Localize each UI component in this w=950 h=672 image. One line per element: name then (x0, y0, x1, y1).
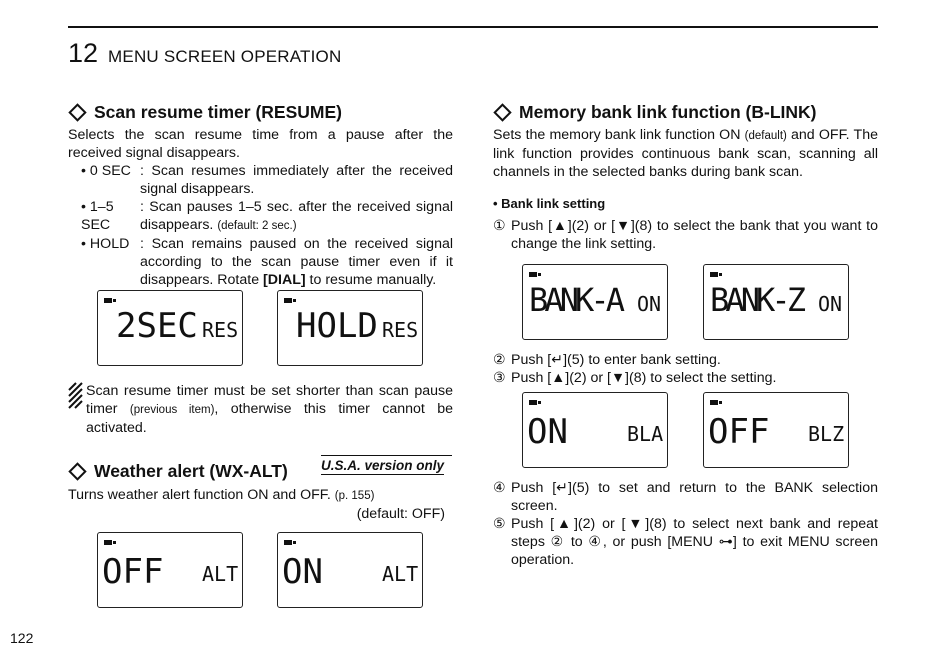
resume-title: Scan resume timer (RESUME) (94, 102, 342, 122)
usa-version-badge: U.S.A. version only (321, 458, 445, 473)
lcd-display-bank-a (522, 264, 668, 340)
lcd-main-text: ON (282, 552, 323, 592)
lcd-main-text: BANK-A (529, 281, 625, 319)
item-desc: : Scan remains paused on the received signal according to the scan pause timer even if it disappears. Rotate [DIAL] to resume manually. (140, 236, 453, 288)
lcd-sub-text: BLZ (808, 422, 845, 446)
lcd-segments (278, 533, 422, 607)
page-ref: (p. 155) (334, 490, 375, 502)
lcd-sub-text: BLA (627, 422, 664, 446)
lcd-display-hold (277, 290, 423, 366)
blink-steps-2-3 (493, 351, 878, 387)
badge-rule (321, 455, 452, 456)
lcd-display-link-off (703, 392, 849, 468)
lcd-segments (278, 291, 422, 365)
blink-heading (493, 103, 878, 121)
lcd-sub-text: ON (818, 292, 843, 316)
chapter-title: MENU SCREEN OPERATION (108, 47, 342, 66)
page-number: 122 (10, 630, 34, 646)
lcd-sub-text: ON (637, 292, 662, 316)
item-desc: : Scan resumes immediately after the received signal disappears. (140, 163, 453, 197)
step-2 (493, 351, 878, 369)
resume-item-1-5sec (68, 198, 453, 235)
resume-note: Scan resume timer must be set shorter than scan pause timer (previous item), otherwise this timer cannot be activated. (68, 382, 453, 437)
step-number: ⑤ (493, 516, 506, 532)
step-text: Push [▲](2) or [▼](8) to select next bank and repeat steps ② to ④, or push [MENU ⊶] to exit MENU screen operation. (511, 516, 878, 568)
lcd-display-wx-off (97, 532, 243, 608)
blink-steps-4-5 (493, 479, 878, 569)
step-1 (493, 217, 878, 253)
lcd-main-text: OFF (708, 412, 770, 452)
item-term: • 1–5 SEC (81, 199, 114, 233)
default-note: (default) (744, 130, 787, 142)
chapter-header (68, 38, 341, 69)
diamond-icon (68, 103, 86, 121)
diamond-icon (68, 462, 86, 480)
wx-title: Weather alert (WX-ALT) (94, 461, 288, 481)
lcd-main-text: HOLD (296, 306, 378, 346)
lcd-display-2sec (97, 290, 243, 366)
step-text: Push [↵](5) to enter bank setting. (511, 352, 721, 368)
lcd-main-text: OFF (102, 552, 164, 592)
lcd-segments (98, 533, 242, 607)
default-note: (default: 2 sec.) (217, 220, 297, 232)
step-text: Push [↵](5) to set and return to the BANK selection screen. (511, 480, 878, 514)
step-text: Push [▲](2) or [▼](8) to select the setting. (511, 370, 777, 386)
step-4 (493, 479, 878, 515)
dial-key: [DIAL] (263, 272, 306, 288)
note-icon (68, 382, 86, 437)
item-term: • 0 SEC (81, 163, 131, 179)
lcd-segments (704, 393, 848, 471)
item-desc: : Scan pauses 1–5 sec. after the received signal disappears. (default: 2 sec.) (140, 199, 453, 233)
lcd-main-text: ON (527, 412, 568, 452)
step-number: ② (493, 352, 506, 368)
lcd-main-text: 2SEC (116, 306, 198, 346)
lcd-sub-text: ALT (382, 562, 419, 586)
blink-intro: Sets the memory bank link function ON (default) and OFF. The link function provides continuous bank scan, scanning all channels in the selected banks during bank scan. (493, 127, 878, 180)
lcd-sub-text: ALT (202, 562, 239, 586)
lcd-segments (98, 291, 242, 365)
header-rule (68, 26, 878, 28)
lcd-display-wx-on (277, 532, 423, 608)
blink-section (493, 103, 878, 253)
step-text: Push [▲](2) or [▼](8) to select the bank that you want to change the link setting. (511, 218, 878, 252)
wx-default: (default: OFF) (356, 506, 445, 522)
note-text: Scan resume timer must be set shorter than scan pause timer (86, 383, 453, 417)
resume-intro: Selects the scan resume time from a pause after the received signal disappears. (68, 127, 453, 161)
note-ref: (previous item) (129, 404, 215, 416)
step-3 (493, 369, 878, 387)
item-term: • HOLD (81, 236, 130, 252)
resume-section (68, 103, 453, 289)
wx-intro: Turns weather alert function ON and OFF. (p. 155) (68, 487, 375, 503)
step-5 (493, 515, 878, 569)
wx-section (68, 462, 453, 523)
step-number: ① (493, 218, 506, 234)
resume-item-hold (68, 235, 453, 289)
lcd-segments (704, 265, 848, 343)
resume-heading (68, 103, 453, 121)
step-number: ④ (493, 480, 506, 496)
chapter-number: 12 (68, 38, 99, 68)
lcd-sub-text: RES (382, 318, 419, 342)
lcd-segments (523, 265, 667, 343)
resume-item-0sec (68, 162, 453, 198)
diamond-icon (493, 103, 511, 121)
lcd-display-link-on (522, 392, 668, 468)
blink-title: Memory bank link function (B-LINK) (519, 102, 817, 122)
wx-heading (68, 462, 453, 480)
step-number: ③ (493, 370, 506, 386)
lcd-display-bank-z (703, 264, 849, 340)
lcd-main-text: BANK-Z (710, 281, 806, 319)
lcd-segments (523, 393, 667, 471)
bank-link-subhead: • Bank link setting (493, 196, 606, 211)
lcd-sub-text: RES (202, 318, 239, 342)
